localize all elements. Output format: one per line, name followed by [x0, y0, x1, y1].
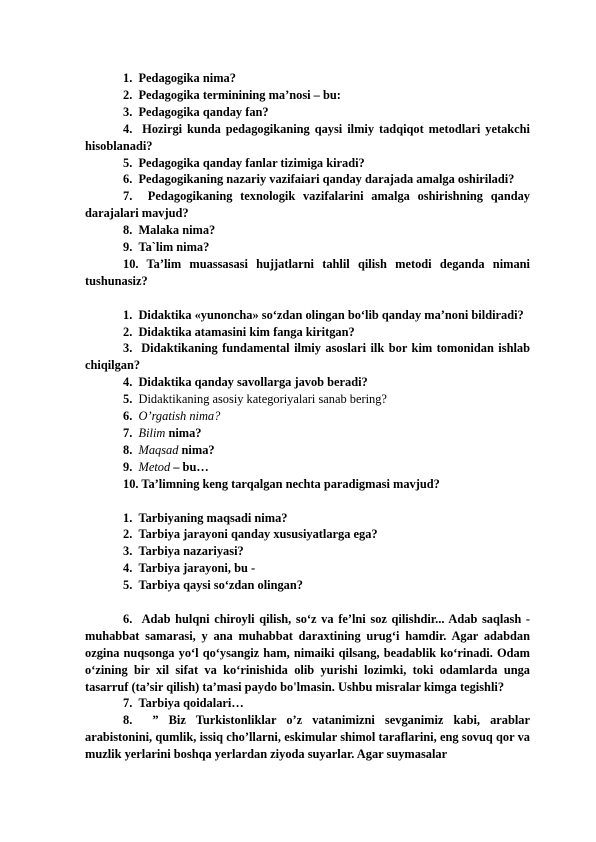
question-item: 3. Tarbiya nazariyasi?: [123, 544, 244, 559]
question-item: [85, 408, 530, 425]
question-item: [85, 442, 530, 459]
question-item: 4. Hozirgi kunda pedagogikaning qaysi ilmiy tadqiqot metodlari yetakchi hisoblanadi?: [85, 121, 530, 153]
question-text: – bu…: [170, 459, 209, 474]
question-item: 4. Didaktika qanday savollarga javob beradi?: [123, 375, 368, 390]
section-tarbiya-quotes: [85, 611, 530, 763]
question-number: 5.: [123, 392, 139, 407]
question-item: 1. Didaktika «yunoncha» so‘zdan olingan bo‘lib qanday ma’noni bildiradi?: [123, 307, 524, 322]
question-term: Bilim: [138, 426, 166, 441]
question-item: 10. Ta’lim muassasasi hujjatlarni tahlil qilish metodi deganda nimani tushunasiz?: [85, 256, 530, 288]
question-text: O’rgatish nima?: [138, 409, 221, 424]
question-item: 9. Ta`lim nima?: [123, 240, 210, 255]
question-item: 1. Tarbiyaning maqsadi nima?: [123, 510, 288, 525]
question-item: [85, 459, 530, 476]
question-item: 2. Pedagogika terminining ma’nosi – bu:: [123, 87, 341, 102]
question-text: Didaktikaning asosiy kategoriyalari sanab bering?: [138, 392, 387, 407]
section-spacer: [85, 594, 530, 611]
question-item: 6. Pedagogikaning nazariy vazifaiari qanday darajada amalga oshiriladi?: [123, 172, 515, 187]
question-text: nima?: [178, 442, 215, 457]
section-spacer: [85, 290, 530, 307]
question-item: 8. ” Biz Turkistonliklar o’z vatanimizni sevganimiz kabi, arablar arabistonini, qumlik, issiq cho’llarni, eskimular shimol taraflarini, eng sovuq qor va muzlik yerlarini boshqa yerlardan ziyoda suyarlar. Agar suymasalar: [85, 713, 530, 762]
section-didaktika: [85, 307, 530, 493]
question-text: nima?: [165, 426, 202, 441]
question-item: 2. Tarbiya jarayoni qanday xususiyatlarga ega?: [123, 527, 378, 542]
question-item: 10. Ta’limning keng tarqalgan nechta paradigmasi mavjud?: [123, 476, 440, 491]
question-list: [85, 70, 530, 763]
section-pedagogika: [85, 70, 530, 290]
question-number: 8.: [123, 442, 139, 457]
question-term: Metod: [138, 459, 171, 474]
question-number: 6.: [123, 409, 139, 424]
question-item: 5. Tarbiya qaysi so‘zdan olingan?: [123, 578, 303, 593]
question-item: 3. Pedagogika qanday fan?: [123, 104, 269, 119]
question-item: 7. Tarbiya qoidalari…: [123, 696, 244, 711]
section-spacer: [85, 493, 530, 510]
question-number: 9.: [123, 459, 139, 474]
question-item: 7. Pedagogikaning texnologik vazifalarini amalga oshirishning qanday darajalari mavjud?: [85, 189, 530, 221]
question-item: [85, 391, 530, 408]
question-item: 1. Pedagogika nima?: [123, 71, 236, 85]
question-item: 5. Pedagogika qanday fanlar tizimiga kiradi?: [123, 155, 365, 170]
question-term: Maqsad: [138, 442, 179, 457]
section-tarbiya: [85, 510, 530, 595]
question-item: 8. Malaka nima?: [123, 223, 216, 238]
question-number: 7.: [123, 426, 139, 441]
question-item: [85, 425, 530, 442]
question-item: 4. Tarbiya jarayoni, bu -: [123, 561, 256, 576]
question-item: 6. Adab hulqni chiroyli qilish, so‘z va fe’lni soz qilishdir... Adab saqlash - muhabbat samarasi, y ana muhabbat daraxtining urug‘i hamdir. Agar adabdan ozgina nuqsonga yo‘l qo‘ysangiz ham, nimaiki qilsang, beadablik ko‘rinadi. Odam o‘zining bir xil sifat va ko‘rinishida olib yurishi lozimki, toki odamlarda unga tasarruf (ta’sir qilish) ta’masi paydo bo'lmasin. Ushbu misralar kimga tegishli?: [85, 611, 530, 694]
question-item: 2. Didaktika atamasini kim fanga kiritgan?: [123, 324, 355, 339]
question-item: 3. Didaktikaning fundamental ilmiy asoslari ilk bor kim tomonidan ishlab chiqilgan?: [85, 341, 530, 373]
